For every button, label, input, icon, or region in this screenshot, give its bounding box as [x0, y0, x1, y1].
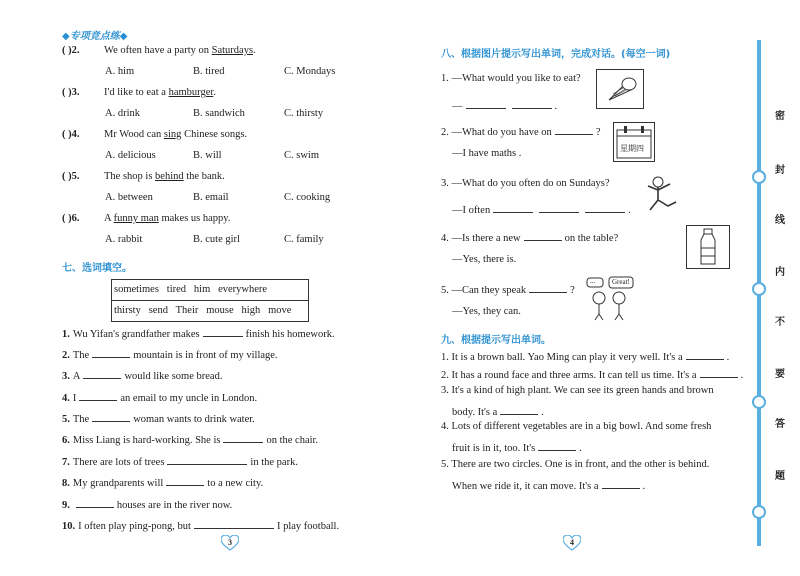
answer-option[interactable]: B. email — [193, 192, 229, 203]
sentence-text: Wu Yifan's grandfather makes — [72, 329, 200, 340]
question-text: The shop is — [104, 171, 156, 182]
fill-sentence — [62, 326, 335, 340]
answer-option[interactable]: A. delicious — [105, 150, 156, 161]
rail-dot — [752, 282, 766, 296]
rail-dot — [752, 505, 766, 519]
sentence-text: The — [72, 350, 90, 361]
answer-blank[interactable] — [83, 368, 121, 379]
speech-bubble-dots: ... — [590, 277, 596, 285]
sentence-text: an email to my uncle in London. — [120, 393, 258, 404]
sentence-text: woman wants to drink water. — [133, 414, 255, 425]
calendar-text: 星期四 — [620, 144, 644, 153]
answer-blank[interactable] — [500, 404, 538, 415]
clue-line — [441, 421, 711, 432]
sentence-text: finish his homework. — [245, 329, 335, 340]
answer-option[interactable]: A. him — [105, 66, 135, 77]
question-text: on the table? — [564, 233, 619, 244]
answer-blank[interactable] — [167, 454, 247, 465]
question-text: Chinese songs. — [181, 129, 248, 140]
clue-text: . — [541, 407, 544, 418]
section-7-title: 七、选词填空。 — [62, 263, 132, 274]
sentence-number: 4. — [62, 393, 70, 404]
answer-option[interactable]: A. rabbit — [105, 234, 143, 245]
clue-text: 5. There are two circles. One is in front, and the other is behind. — [441, 459, 710, 470]
answer-option[interactable]: C. cooking — [284, 192, 331, 203]
answer-blank[interactable] — [585, 202, 625, 213]
clue-text: 2. It has a round face and three arms. It can tell us time. It's a — [441, 370, 697, 381]
fill-sentence — [62, 347, 278, 361]
question-text: . — [253, 45, 256, 56]
seal-character: 要 — [775, 369, 785, 380]
question-text: A — [104, 213, 114, 224]
section-9-title: 九、根据提示写出单词。 — [441, 335, 551, 346]
fill-sentence — [62, 475, 263, 489]
children-talking-picture — [585, 276, 637, 322]
sentence-text: The — [72, 414, 90, 425]
answer-blank[interactable] — [194, 518, 274, 529]
fill-sentence — [62, 411, 255, 425]
answer-option[interactable]: C. swim — [284, 150, 320, 161]
word-box — [111, 279, 309, 322]
sentence-number: 8. — [62, 478, 70, 489]
clue-text: body. It's a — [452, 407, 498, 418]
dialog-answer: —I often . — [452, 202, 631, 216]
fill-sentence — [62, 497, 232, 511]
answer-option[interactable]: C. thirsty — [284, 108, 324, 119]
answer-blank[interactable] — [538, 440, 576, 451]
question-line — [62, 87, 216, 98]
seal-character: 答 — [775, 419, 785, 430]
sentence-text: would like some bread. — [124, 371, 223, 382]
question-text: 2. —What do you have on — [441, 127, 552, 138]
answer-blank[interactable] — [512, 98, 552, 109]
question-line — [62, 213, 230, 224]
question-text: 5. —Can they speak — [441, 285, 527, 296]
clue-text: . — [726, 352, 730, 363]
dialog-question — [441, 178, 610, 189]
sentence-text: I play football. — [276, 521, 340, 532]
sentence-number: 6. — [62, 435, 70, 446]
calendar-picture — [613, 122, 655, 162]
dialog-question — [441, 230, 618, 244]
sentence-text: Miss Liang is hard-working. She is — [72, 435, 221, 446]
answer-option[interactable]: B. will — [193, 150, 222, 161]
sentence-text: houses are in the river now. — [116, 500, 233, 511]
answer-blank[interactable] — [529, 282, 567, 293]
ice-cream-picture — [596, 69, 644, 109]
sentence-text: I often play ping-pong, but — [78, 521, 191, 532]
answer-text: —Yes, they can. — [452, 306, 521, 317]
fill-sentence — [62, 390, 257, 404]
answer-option[interactable]: C. family — [284, 234, 324, 245]
underlined-word: hamburger — [168, 87, 214, 98]
answer-blank[interactable] — [223, 432, 263, 443]
rail-dot — [752, 170, 766, 184]
sentence-text: to a new city. — [207, 478, 264, 489]
answer-text: —I often — [452, 205, 491, 216]
answer-text: — — [452, 101, 463, 112]
dialog-answer — [452, 148, 521, 159]
sentence-number: 3. — [62, 371, 70, 382]
dialog-answer — [452, 306, 521, 317]
underlined-word: sing — [163, 129, 182, 140]
clue-text: . — [579, 443, 582, 454]
question-line — [62, 171, 225, 182]
clue-text: 4. Lots of different vegetables are in a big bowl. And some fresh — [441, 421, 712, 432]
question-text: . — [213, 87, 216, 98]
clue-line — [441, 459, 709, 470]
answer-option[interactable]: B. cute girl — [193, 234, 240, 245]
fill-sentence — [62, 454, 298, 468]
sentence-text: A — [72, 371, 81, 382]
seal-character: 密 — [775, 111, 785, 122]
question-text: We often have a party on — [104, 45, 212, 56]
clue-line — [452, 440, 582, 454]
question-text: ? — [570, 285, 575, 296]
seal-character: 不 — [775, 317, 785, 328]
question-text: 3. —What do you often do on Sundays? — [441, 178, 610, 189]
question-line — [62, 45, 256, 56]
bottle-picture — [686, 225, 730, 269]
clue-line — [441, 367, 743, 381]
question-text: makes us happy. — [158, 213, 231, 224]
clue-text: fruit is in it, too. It's — [452, 443, 536, 454]
seal-character: 封 — [775, 165, 785, 176]
answer-blank[interactable] — [555, 124, 593, 135]
answer-option[interactable]: C. Mondays — [284, 66, 336, 77]
clue-text: . — [642, 481, 646, 492]
answer-blank[interactable] — [524, 230, 562, 241]
sentence-number: 9. — [62, 500, 70, 511]
clue-line — [441, 349, 729, 363]
rail-dot — [752, 395, 766, 409]
seal-character: 线 — [775, 215, 785, 226]
answer-text: —I have maths . — [452, 148, 522, 159]
answer-blank[interactable] — [493, 202, 533, 213]
sentence-number: 1. — [62, 329, 70, 340]
answer-blank[interactable] — [466, 98, 506, 109]
sentence-text: I — [72, 393, 77, 404]
speech-bubble-text: Great! — [612, 278, 630, 286]
answer-blank[interactable] — [166, 475, 204, 486]
dialog-question — [441, 73, 581, 84]
answer-blank[interactable] — [76, 497, 114, 508]
sentence-text: mountain is in front of my village. — [133, 350, 278, 361]
seal-character: 题 — [775, 471, 785, 482]
clue-text: When we ride it, it can move. It's a — [452, 481, 599, 492]
question-text: Mr Wood can — [104, 129, 164, 140]
word-box-row-2: thirsty send Their mouse high move — [112, 300, 308, 321]
clue-text: . — [740, 370, 744, 381]
section-8-title: 八、根据图片提示写出单词，完成对话。(每空一词) — [441, 49, 671, 60]
question-text: ? — [595, 127, 601, 138]
page-number-right: 4 — [570, 538, 574, 547]
fill-sentence — [62, 432, 318, 446]
question-text: 1. —What would you like to eat? — [441, 73, 581, 84]
word-box-row-1: sometimes tired him everywhere — [114, 284, 268, 295]
answer-blank[interactable] — [79, 390, 117, 401]
answer-blank[interactable] — [92, 347, 130, 358]
sentence-text: There are lots of trees — [72, 457, 165, 468]
fill-sentence — [62, 368, 222, 382]
clue-line — [452, 404, 544, 418]
dialog-answer — [452, 254, 516, 265]
question-number: ( )6. — [62, 213, 80, 224]
clue-line — [452, 478, 645, 492]
question-text: 4. —Is there a new — [441, 233, 521, 244]
seal-character: 内 — [775, 267, 785, 278]
answer-blank[interactable] — [203, 326, 243, 337]
dialog-question — [441, 282, 575, 296]
sentence-text: on the chair. — [266, 435, 319, 446]
underlined-word: funny man — [113, 213, 159, 224]
underlined-word: behind — [155, 171, 184, 182]
dialog-question — [441, 124, 600, 138]
clue-line — [441, 385, 714, 396]
answer-blank[interactable] — [602, 478, 640, 489]
answer-text: —Yes, there is. — [452, 254, 517, 265]
page-number-left: 3 — [228, 538, 232, 547]
answer-blank[interactable] — [700, 367, 738, 378]
question-number: ( )4. — [62, 129, 80, 140]
question-number: ( )3. — [62, 87, 80, 98]
answer-blank[interactable] — [686, 349, 724, 360]
kungfu-boy-picture — [636, 174, 686, 214]
answer-option[interactable]: A. drink — [105, 108, 140, 119]
sentence-number: 5. — [62, 414, 70, 425]
sentence-text: My grandparents will — [72, 478, 164, 489]
dialog-answer: — . — [452, 98, 557, 112]
fill-sentence — [62, 518, 339, 532]
section-tag: ◆专项竞点练◆ — [62, 31, 128, 42]
underlined-word: Saturdays — [211, 45, 254, 56]
answer-option[interactable]: B. tired — [193, 66, 225, 77]
answer-option[interactable]: B. sandwich — [193, 108, 245, 119]
question-line — [62, 129, 247, 140]
question-text: the bank. — [183, 171, 225, 182]
sentence-number: 10. — [62, 521, 76, 532]
question-text: I'd like to eat a — [104, 87, 169, 98]
answer-option[interactable]: A. between — [105, 192, 153, 203]
clue-text: 3. It's a kind of high plant. We can see its green hands and brown — [441, 385, 714, 396]
question-number: ( )2. — [62, 45, 80, 56]
answer-blank[interactable] — [539, 202, 579, 213]
clue-text: 1. It is a brown ball. Yao Ming can play it very well. It's a — [441, 352, 683, 363]
sentence-text: in the park. — [250, 457, 298, 468]
answer-blank[interactable] — [92, 411, 130, 422]
question-number: ( )5. — [62, 171, 80, 182]
sentence-number: 7. — [62, 457, 70, 468]
sentence-number: 2. — [62, 350, 70, 361]
